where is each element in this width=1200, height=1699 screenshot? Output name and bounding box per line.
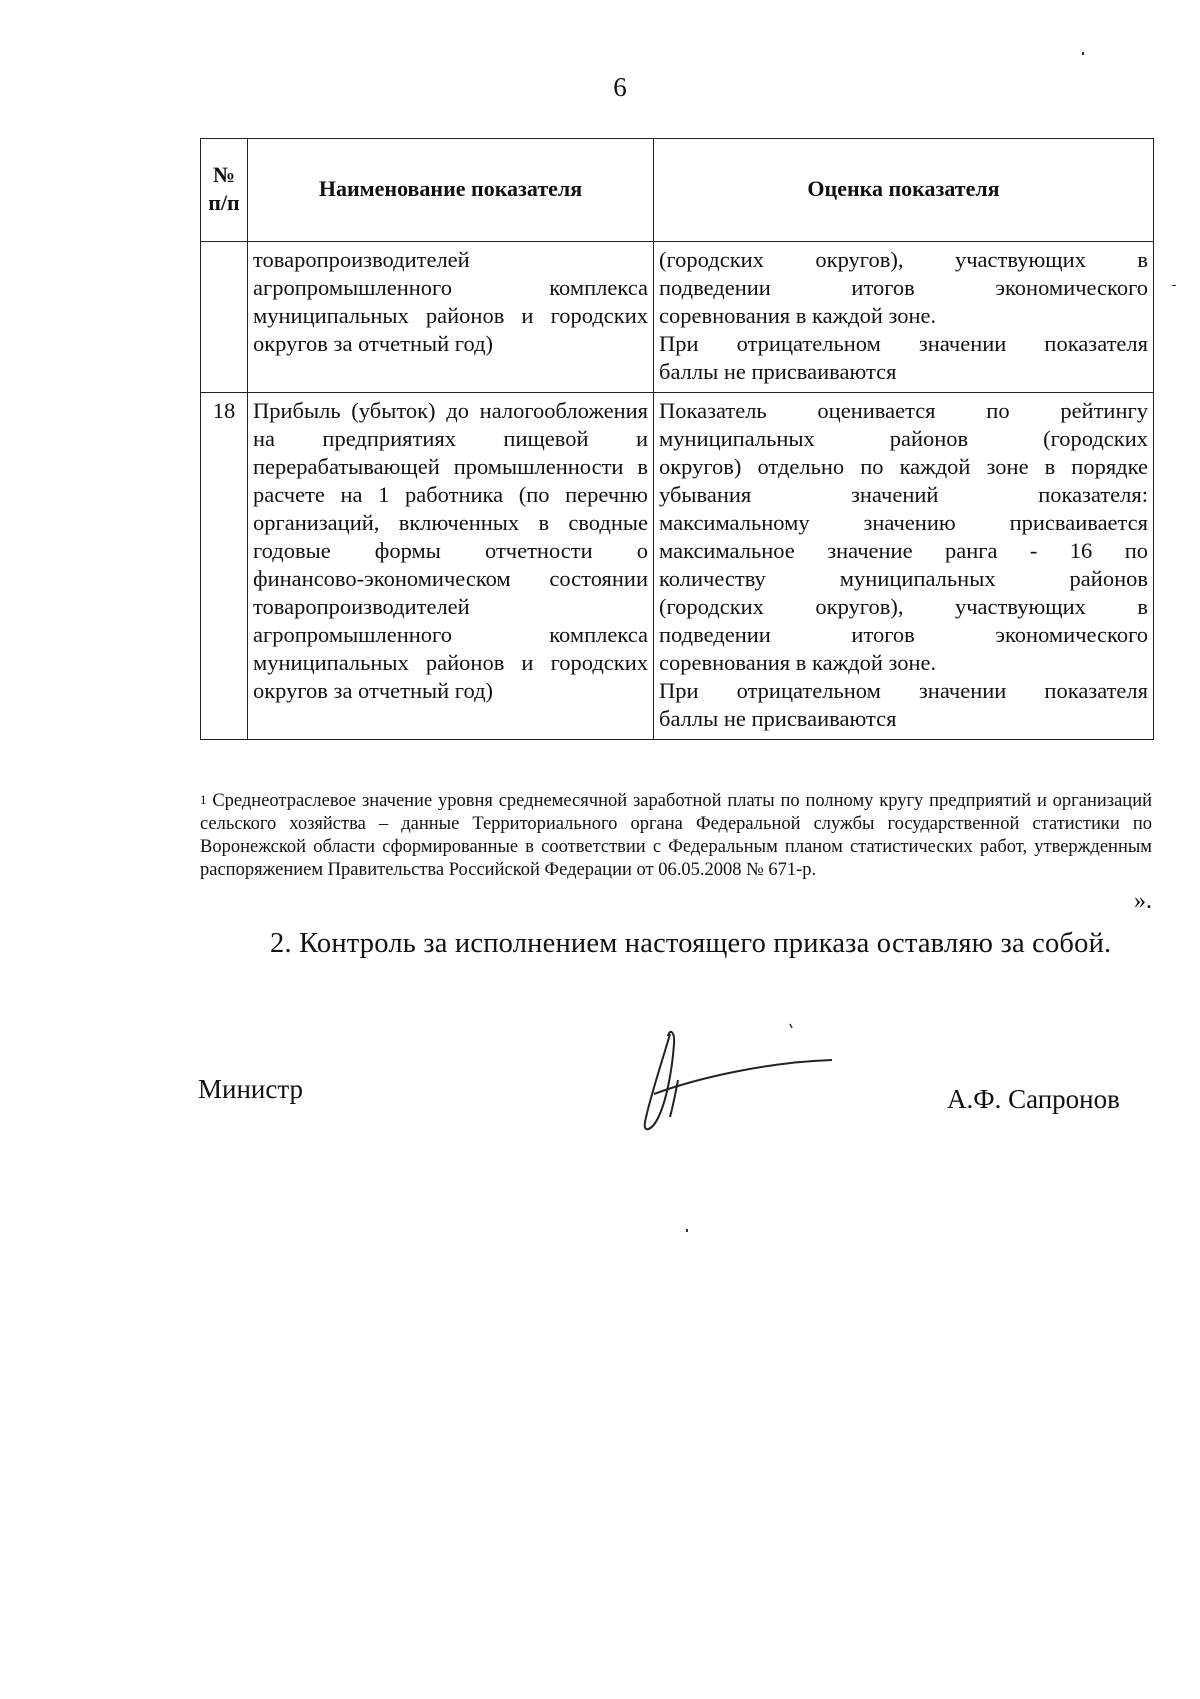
indicator-name-cell-line: годовые формы отчетности о [253,538,648,563]
indicator-evaluation-cell-line: При отрицательном значении показателя [659,331,1148,356]
page-number: 6 [613,72,627,102]
indicator-name-cell-line: муниципальных районов и городских [253,650,648,675]
indicator-name-cell-line: товаропроизводителей [253,594,470,619]
indicator-name-cell-line: агропромышленного комплекса [253,622,648,647]
indicator-evaluation-cell-line: убывания значений показателя: [659,482,1148,507]
header-number: № п/п [201,139,248,242]
signatory-title: Министр [198,1074,303,1104]
indicator-evaluation-cell-line: При отрицательном значении показателя [659,678,1148,703]
indicator-evaluation-cell-line: (городских округов), участвующих в [659,594,1148,619]
indicator-evaluation-cell-line: муниципальных районов (городских [659,426,1148,451]
indicator-evaluation-cell [654,242,1154,393]
indicator-evaluation-cell-line: баллы не присваиваются [659,359,897,384]
indicator-name-cell-line: расчете на 1 работника (по перечню [253,482,648,507]
indicator-evaluation-cell-line: количеству муниципальных районов [659,566,1148,591]
indicator-name-cell-line: финансово-экономическом состоянии [253,566,648,591]
indicator-name-cell-line: агропромышленного комплекса [253,275,648,300]
indicator-evaluation-cell-line: (городских округов), участвующих в [659,247,1148,272]
indicator-evaluation-cell-line: соревнования в каждой зоне. [659,650,937,675]
row-number: 18 [201,393,248,740]
table-row [201,242,1154,393]
table-header-row [201,139,1154,242]
indicator-evaluation-cell-line: баллы не присваиваются [659,706,897,731]
closing-quote: ». [1134,888,1152,914]
footnote-text: Среднеотраслевое значение уровня среднемесячной заработной платы по полному кругу предприятий и организаций сельского хозяйства – данные Территориального органа Федеральной службы государственной статистики по Воронежской области сформированные в соответствии с Федеральным планом статистических работ, утвержденным распоряжением Правительства Российской Федерации от 06.05.2008 № 671-р. [200,791,1152,880]
header-indicator-evaluation: Оценка показателя [654,139,1154,242]
indicator-evaluation-cell-line: соревнования в каждой зоне. [659,303,937,328]
indicator-name-cell-line: перерабатывающей промышленности в [253,454,648,479]
indicator-evaluation-cell-line: максимальное значение ранга - 16 по [659,538,1148,563]
indicator-name-cell [248,393,654,740]
indicator-name-cell-line: Прибыль (убыток) до налогообложения [253,398,648,423]
control-paragraph: 2. Контроль за исполнением настоящего приказа оставляю за собой. [270,928,1112,959]
scan-speck [1082,52,1084,55]
handwritten-signature [640,1022,870,1142]
indicators-table [200,138,1154,740]
header-indicator-name: Наименование показателя [248,139,654,242]
table-row [201,393,1154,740]
indicator-name-cell-line: муниципальных районов и городских [253,303,648,328]
indicator-evaluation-cell-line: максимальному значению присваивается [659,510,1148,535]
signatory-name: А.Ф. Сапронов [947,1084,1120,1114]
indicator-name-cell-line: округов за отчетный год) [253,331,494,356]
footnote [200,790,1152,882]
row-number [201,242,248,393]
indicator-evaluation-cell-line: Показатель оценивается по рейтингу [659,398,1148,423]
indicator-evaluation-cell-line: подведении итогов экономического [659,275,1148,300]
scan-speck [1172,285,1176,286]
scan-speck [686,1229,688,1232]
indicator-name-cell-line: на предприятиях пищевой и [253,426,648,451]
indicator-evaluation-cell-line: округов) отдельно по каждой зоне в порядке [659,454,1148,479]
indicator-name-cell [248,242,654,393]
footnote-marker: 1 [200,792,207,807]
indicator-name-cell-line: товаропроизводителей [253,247,470,272]
indicator-evaluation-cell-line: подведении итогов экономического [659,622,1148,647]
indicator-evaluation-cell [654,393,1154,740]
indicator-name-cell-line: организаций, включенных в сводные [253,510,648,535]
indicator-name-cell-line: округов за отчетный год) [253,678,494,703]
